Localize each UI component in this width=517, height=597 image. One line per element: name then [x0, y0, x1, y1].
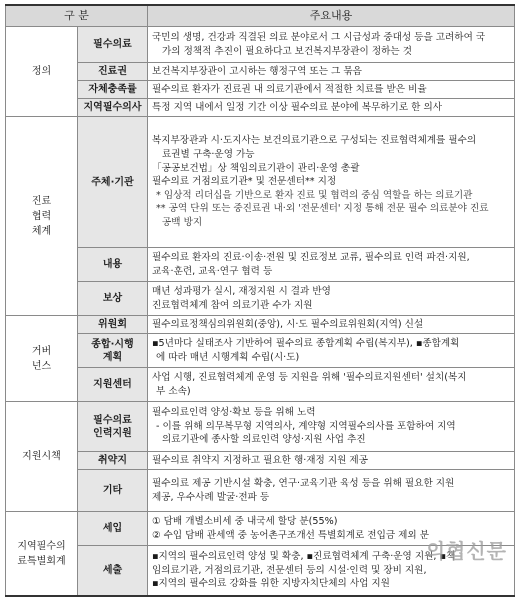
content-line: 「공공보건법」상 책임의료기관이 관리·운영 총괄 [152, 162, 360, 174]
content-subject-institution [148, 117, 515, 248]
content-line: 진료협력체계 참여 의료기관 수가 지원 [152, 299, 313, 311]
table-row [6, 334, 515, 368]
content-essential-medical [148, 27, 515, 63]
category-line: 협력 [31, 210, 52, 222]
sub-network-content: 내용 [78, 248, 148, 282]
category-support: 지원시책 [6, 402, 78, 512]
sub-workforce [78, 402, 148, 452]
category-line: 거버 [31, 345, 52, 357]
table-row [6, 63, 515, 81]
sub-regional-doctor: 지역필수의사 [78, 99, 148, 117]
sub-essential-medical: 필수의료 [78, 27, 148, 63]
content-line: ② 수입 담배 관세액 중 농어촌구조개선 특별회계로 전입금 제외 분 [152, 529, 430, 541]
table-row [6, 470, 515, 512]
category-definition: 정의 [6, 27, 78, 117]
table-row [6, 27, 515, 63]
content-line: ① 담배 개별소비세 중 내국세 할당 분(55%) [152, 515, 338, 527]
table-header-row [6, 5, 515, 27]
content-line: 복지부장관과 시·도지사는 보건의료기관으로 구성되는 진료협력체계를 필수의 [152, 135, 477, 147]
sub-line: 종합·시행 [91, 338, 134, 350]
category-line: 지역필수의 [17, 540, 66, 552]
content-line: 매년 성과평가 실시, 재정지원 시 결과 반영 [152, 285, 331, 297]
sub-other: 기타 [78, 470, 148, 512]
content-line: 에 따라 매년 시행계획 수립(시·도) [156, 351, 300, 363]
category-line: 료특별회계 [17, 555, 66, 567]
content-line: 필수의료 환자의 진료·이송·전원 및 진료정보 교류, 필수의료 인력 파견·지원, [152, 251, 470, 263]
header-content: 주요내용 [148, 5, 515, 27]
sub-plan [78, 334, 148, 368]
sub-committee: 위원회 [78, 316, 148, 334]
content-line: 임의료기관, 거점의료기관, 전문센터 등의 시설·인력 및 장비 지원, [152, 564, 427, 576]
content-line: 사업 시행, 진료협력체계 운영 등 지원을 위해 '필수의료지원센터' 설치(복지 [152, 371, 467, 383]
sub-line: 계획 [102, 351, 123, 363]
category-fund [6, 512, 78, 597]
content-line: 부 소속) [156, 385, 191, 397]
content-line: 공백 방지 [162, 216, 203, 228]
content-line: ** 공역 단위 또는 중진료권 내·외 '전문센터' 지정 통해 전문 필수 의료분야 진료 [156, 203, 489, 215]
table-row [6, 402, 515, 452]
header-category: 구 분 [6, 5, 148, 27]
category-line: 넌스 [31, 360, 52, 372]
content-line: 의료기관에 종사할 의료인력 양성·지원 사업 추진 [162, 434, 366, 446]
watermark-logo: 의협신문 [425, 539, 507, 563]
content-plan [148, 334, 515, 368]
content-other [148, 470, 515, 512]
table-row [6, 81, 515, 99]
table-row [6, 117, 515, 248]
sub-reward: 보상 [78, 282, 148, 316]
table-row [6, 452, 515, 470]
content-line: 필수의료인력 양성·확보 등을 위해 노력 [152, 407, 316, 419]
content-line: 가의 정책적 추진이 필요하다고 보건복지부장관이 정하는 것 [162, 45, 412, 57]
content-committee: 필수의료정책심의위원회(중앙), 시·도 필수의료위원회(지역) 신설 [148, 316, 515, 334]
content-line: ▪지역의 필수의료인력 양성 및 확충, ▪진료협력체계 구축·운영 지원, ▪책 [152, 551, 456, 563]
sub-support-center: 지원센터 [78, 368, 148, 402]
table-row [6, 282, 515, 316]
content-self-sufficiency: 필수의료 환자가 진료권 내 의료기관에서 적절한 치료를 받은 비율 [148, 81, 515, 99]
content-line: 교육·훈련, 교육·연구 협력 등 [152, 265, 273, 277]
category-governance [6, 316, 78, 402]
category-line: 체계 [31, 225, 52, 237]
sub-line: 인력지원 [93, 427, 132, 439]
content-regional-doctor: 특정 지역 내에서 일정 기간 이상 필수의료 분야에 복무하기로 한 의사 [148, 99, 515, 117]
sub-line: 필수의료 [93, 414, 132, 426]
content-support-center [148, 368, 515, 402]
content-reward [148, 282, 515, 316]
sub-subject-institution: 주체·기관 [78, 117, 148, 248]
category-network [6, 117, 78, 316]
content-network-content [148, 248, 515, 282]
content-line: 료권별 구축·운영 가능 [162, 149, 255, 161]
table-row [6, 99, 515, 117]
table-row [6, 368, 515, 402]
category-line: 진료 [31, 195, 52, 207]
content-line: ▪지역의 필수의료 강화를 위한 지방자치단체의 사업 지원 [152, 578, 390, 590]
content-line: 필수의료 제공 기반시설 확충, 연구·교육기관 육성 등을 위해 필요한 지원 [152, 477, 455, 489]
table-row [6, 248, 515, 282]
sub-care-area: 진료권 [78, 63, 148, 81]
sub-vulnerable: 취약지 [78, 452, 148, 470]
content-line: 필수의료 거점의료기관* 및 전문센터** 지정 [152, 176, 337, 188]
essential-medical-table [5, 4, 515, 597]
sub-revenue: 세입 [78, 512, 148, 546]
sub-expense: 세출 [78, 546, 148, 597]
content-line: 국민의 생명, 건강과 직결된 의료 분야로서 그 시급성과 중대성 등을 고려하여 국 [152, 31, 486, 43]
content-line: 제공, 우수사례 발굴·전파 등 [152, 491, 270, 503]
content-line: - 이를 위해 의무복무형 지역의사, 계약형 지역필수의사를 포함하여 지역 [156, 420, 456, 432]
sub-self-sufficiency: 자체충족률 [78, 81, 148, 99]
content-line: ▪5년마다 실태조사 기반하여 필수의료 종합계획 수립(복지부), ▪종합계획 [152, 337, 460, 349]
content-line: * 임상적 리더십을 기반으로 환자 진료 및 협력의 중심 역할을 하는 의료기관 [156, 189, 473, 201]
content-care-area: 보건복지부장관이 고시하는 행정구역 또는 그 묶음 [148, 63, 515, 81]
content-vulnerable: 필수의료 취약지 지정하고 필요한 행·재정 지원 제공 [148, 452, 515, 470]
content-workforce [148, 402, 515, 452]
table-row [6, 316, 515, 334]
